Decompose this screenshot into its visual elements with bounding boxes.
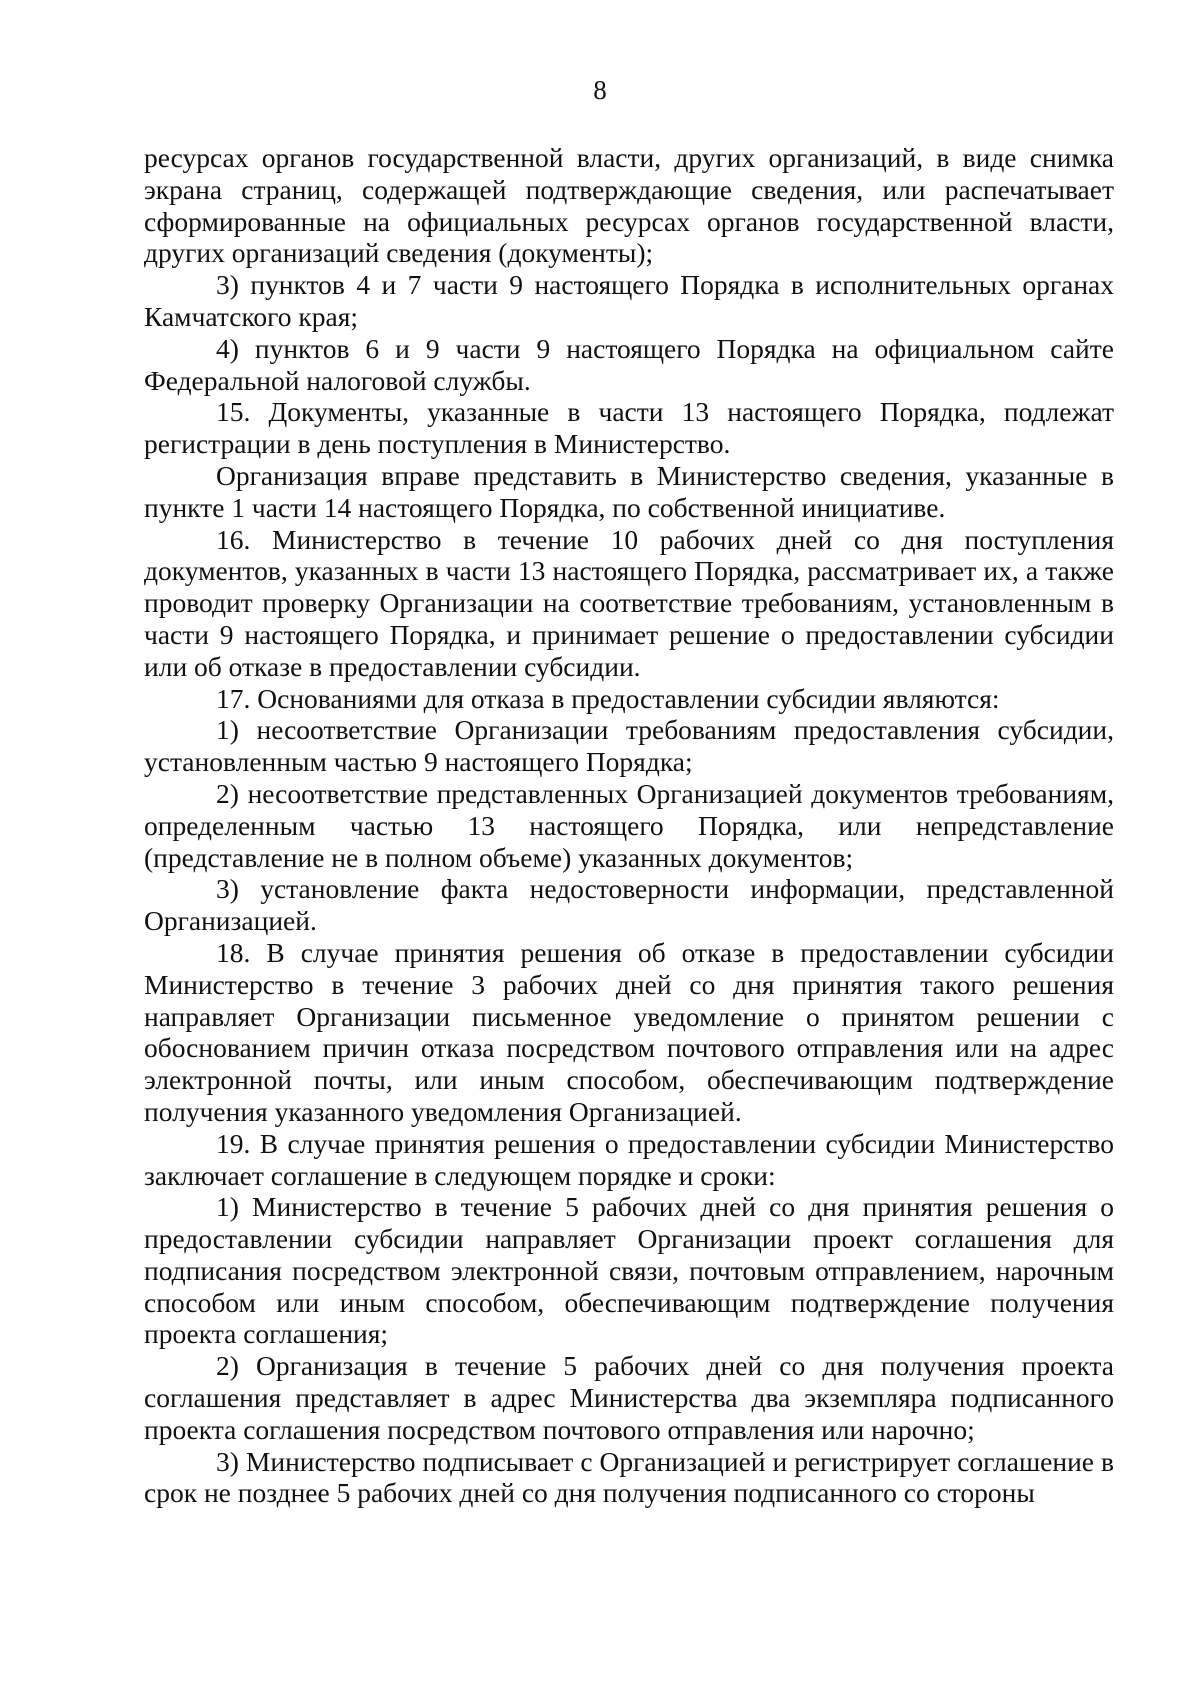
paragraph: 18. В случае принятия решения об отказе в предоставлении субсидии Министерство в течение 3 рабочих дней со дня принятия такого решения направляет Организации письменное уведомление о принятом решении с обоснованием причин отказа посредством почтового отправления или на адрес электронной почты, или иным способом, обеспечивающим подтверждение получения указанного уведомления Организацией. (144, 936, 1114, 1127)
paragraph: Организация вправе представить в Министерство сведения, указанные в пункте 1 части 14 настоящего Порядка, по собственной инициативе. (144, 459, 1114, 523)
paragraph: 1) несоответствие Организации требованиям предоставления субсидии, установленным частью 9 настоящего Порядка; (144, 714, 1114, 778)
paragraph: 17. Основаниями для отказа в предоставлении субсидии являются: (216, 682, 1000, 714)
paragraph: 3) установление факта недостоверности информации, представленной Организацией. (144, 873, 1114, 937)
paragraph: 15. Документы, указанные в части 13 настоящего Порядка, подлежат регистрации в день поступления в Министерство. (144, 396, 1114, 460)
paragraph: 16. Министерство в течение 10 рабочих дней со дня поступления документов, указанных в части 13 настоящего Порядка, рассматривает их, а также проводит проверку Организации на соответствие требованиям, установленным в части 9 настоящего Порядка, и принимает решение о предоставлении субсидии или об отказе в предоставлении субсидии. (144, 523, 1114, 682)
page-number: 8 (593, 75, 607, 105)
document-body (144, 142, 1114, 1509)
paragraph: 2) несоответствие представленных Организацией документов требованиям, определенным частью 13 настоящего Порядка, или непредставление (представление не в полном объеме) указанных документов; (144, 777, 1114, 873)
paragraph: 19. В случае принятия решения о предоставлении субсидии Министерство заключает соглашение в следующем порядке и сроки: (144, 1127, 1114, 1191)
paragraph: 3) пунктов 4 и 7 части 9 настоящего Порядка в исполнительных органах Камчатского края; (144, 269, 1114, 332)
paragraph: 4) пунктов 6 и 9 части 9 настоящего Порядка на официальном сайте Федеральной налоговой службы. (144, 332, 1114, 396)
paragraph: 1) Министерство в течение 5 рабочих дней со дня принятия решения о предоставлении субсидии направляет Организации проект соглашения для подписания посредством электронной связи, почтовым отправлением, нарочным способом или иным способом, обеспечивающим подтверждение получения проекта соглашения; (144, 1191, 1114, 1350)
paragraph: 2) Организация в течение 5 рабочих дней со дня получения проекта соглашения представляет в адрес Министерства два экземпляра подписанного проекта соглашения посредством почтового отправления или нарочно; (144, 1350, 1114, 1445)
paragraph: ресурсах органов государственной власти, других организаций, в виде снимка экрана страниц, содержащей подтверждающие сведения, или распечатывает сформированные на официальных ресурсах органов государственной власти, других организаций сведения (документы); (144, 142, 1114, 269)
paragraph: 3) Министерство подписывает с Организацией и регистрирует соглашение в срок не позднее 5 рабочих дней со дня получения подписанного со стороны (144, 1445, 1114, 1509)
